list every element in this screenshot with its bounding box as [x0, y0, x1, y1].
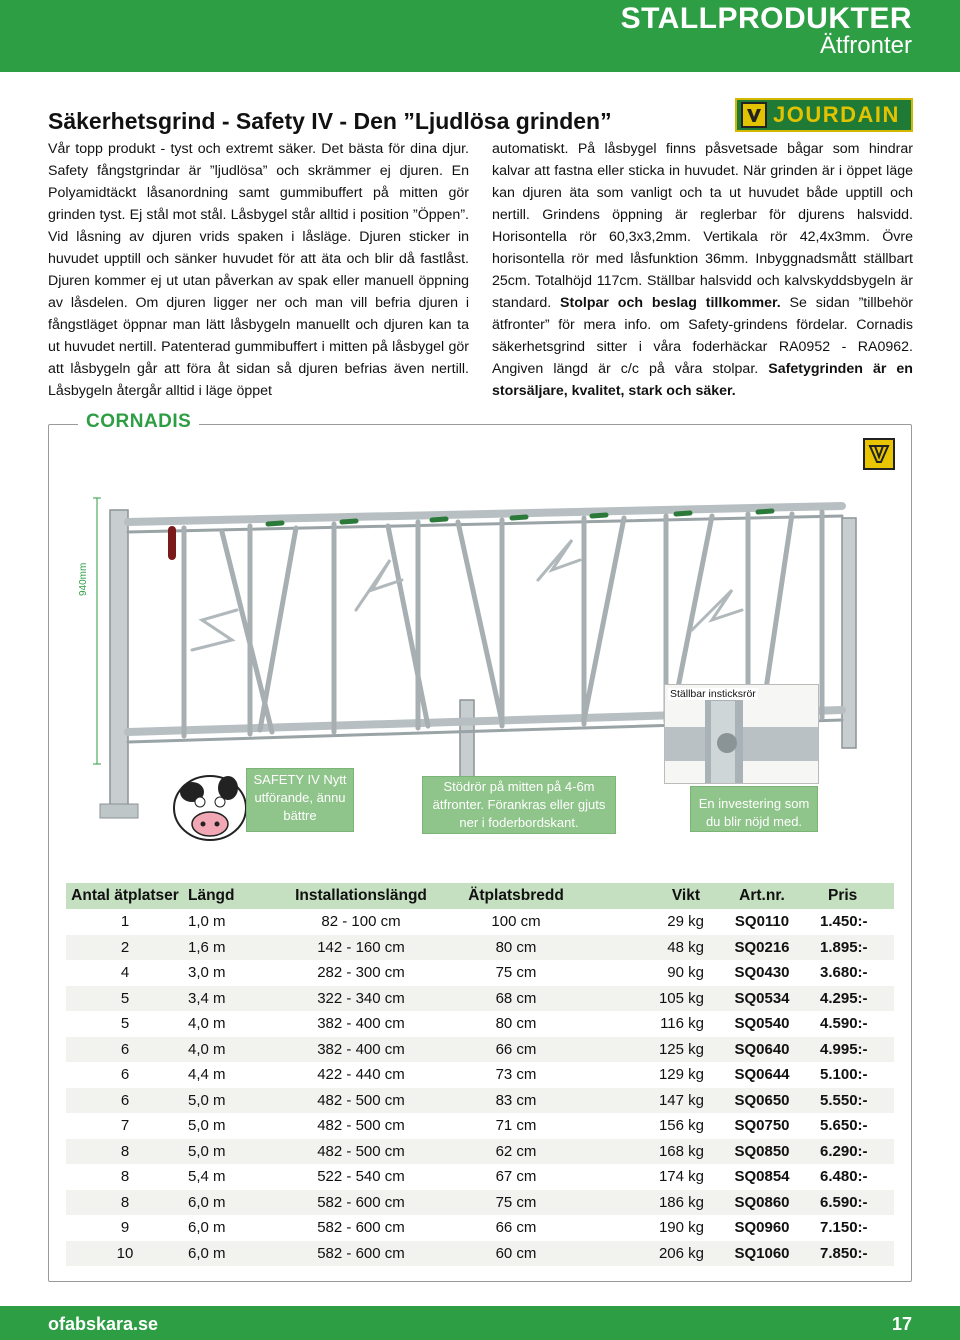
cell-installationslangd: 482 - 500 cm: [280, 1088, 442, 1114]
footer-site: ofabskara.se: [48, 1314, 159, 1334]
cell-vikt: 206 kg: [590, 1241, 714, 1267]
jourdain-badge-icon: [863, 438, 895, 470]
body-text-right: [492, 138, 913, 402]
header-vikt: Vikt: [590, 883, 714, 909]
header-pris: Pris: [810, 883, 894, 909]
table-row: [66, 960, 894, 986]
header-installationslangd: Installationslängd: [280, 883, 442, 909]
page-number: 17: [891, 1314, 912, 1334]
cell-installationslangd: 582 - 600 cm: [280, 1190, 442, 1216]
cell-antal: 8: [66, 1190, 184, 1216]
table-row: [66, 1088, 894, 1114]
cell-atplatsbredd: 75 cm: [442, 1190, 590, 1216]
price-table: [66, 883, 894, 1266]
cell-atplatsbredd: 100 cm: [491, 913, 541, 931]
cell-atplatsbredd: 68 cm: [442, 986, 590, 1012]
cell-antal: 1: [120, 913, 130, 931]
cell-antal: 6: [66, 1088, 184, 1114]
cell-antal: 4: [120, 964, 130, 982]
callout-support: Stödrör på mitten på 4-6m ätfronter. Förankras eller gjuts ner i foderbordskant.: [422, 776, 616, 834]
cell-vikt: 48 kg: [590, 935, 714, 961]
table-row: [66, 1215, 894, 1241]
cell-antal: 7: [120, 1117, 130, 1135]
cell-installationslangd: 582 - 600 cm: [317, 1219, 405, 1237]
cell-installationslangd: 82 - 100 cm: [321, 913, 401, 931]
section-label-cornadis: CORNADIS: [78, 411, 199, 433]
cell-pris: 5.100:-: [820, 1066, 868, 1084]
cell-antal: 6: [120, 1066, 130, 1084]
cell-installationslangd: 482 - 500 cm: [317, 1117, 405, 1135]
table-row: [66, 1062, 894, 1088]
cell-pris: 1.450:-: [820, 913, 868, 931]
body-bold-right-d: Safetygrinden är en storsäljare, kvalitet, stark och säker.: [492, 361, 913, 399]
table-row: [66, 986, 894, 1012]
cell-artnr: SQ0534: [714, 986, 810, 1012]
cell-pris: 6.590:-: [810, 1190, 894, 1216]
table-row: [66, 909, 894, 935]
cell-artnr: SQ0430: [734, 964, 790, 982]
cell-artnr: SQ0860: [714, 1190, 810, 1216]
cell-installationslangd: 482 - 500 cm: [280, 1139, 442, 1165]
cell-langd: 5,0 m: [188, 1117, 226, 1135]
table-header-row: [66, 883, 894, 909]
cell-langd: 5,0 m: [184, 1139, 280, 1165]
cell-artnr: SQ0750: [734, 1117, 790, 1135]
cell-atplatsbredd: 66 cm: [495, 1219, 537, 1237]
cell-langd: 4,4 m: [188, 1066, 226, 1084]
cell-antal: 10: [66, 1241, 184, 1267]
cell-pris: 6.480:-: [820, 1168, 868, 1186]
cell-vikt: 168 kg: [590, 1139, 714, 1165]
table-row: [66, 1241, 894, 1267]
body-paragraph-right-a: automatiskt. På låsbygel finns påsvetsade bågar som hindrar kalvar att fastna eller sticka in huvudet. När grinden är i öppet läge kan djuren äta som vanligt och ta ut huvudet både upptill och nertill. Grindens öppning är reglerbar för djurens halsvidd. Horisontella rör 60,3x3,2mm. Vertikala rör 42,4x3mm. Övre horisontella rör med låsfunktion 36mm. Inbyggnadsmått ställbart 25cm. Totalhöjd 117cm. Ställbar halsvidd och kalvskyddsbygeln är standard.: [492, 141, 913, 311]
cell-vikt: 129 kg: [658, 1066, 704, 1084]
cell-atplatsbredd: 83 cm: [442, 1088, 590, 1114]
cell-langd: 5,4 m: [188, 1168, 226, 1186]
cell-antal: 8: [120, 1168, 130, 1186]
cell-antal: 5: [120, 1015, 130, 1033]
cell-pris: 5.650:-: [820, 1117, 868, 1135]
cell-artnr: SQ1060: [714, 1241, 810, 1267]
cell-langd: 3,4 m: [184, 986, 280, 1012]
cell-vikt: 90 kg: [667, 964, 704, 982]
detail-label: Ställbar insticksrör: [670, 688, 756, 700]
cell-antal: 6: [66, 1037, 184, 1063]
cell-langd: 4,0 m: [184, 1037, 280, 1063]
table-row: [66, 1011, 894, 1037]
cell-atplatsbredd: 60 cm: [442, 1241, 590, 1267]
body-bold-right-b: Stolpar och beslag tillkommer.: [560, 295, 781, 311]
body-paragraph-right-c: Se sidan ”tillbehör ätfronter” för mera info. om Safety-grindens fördelar. Cornadis säkerhetsgrind sitter i våra foderhäckar RA0952 - RA0962. Angiven längd är c/c på våra stolpar.: [492, 295, 913, 377]
cell-installationslangd: 422 - 440 cm: [317, 1066, 405, 1084]
page-title: Säkerhetsgrind - Safety IV - Den ”Ljudlösa grinden”: [48, 108, 612, 134]
cell-pris: 4.295:-: [810, 986, 894, 1012]
cell-artnr: SQ0540: [734, 1015, 790, 1033]
cell-antal: 2: [66, 935, 184, 961]
header-antal: Antal ätplatser: [66, 883, 184, 909]
dimension-text: 940mm: [78, 562, 89, 596]
table-row: [66, 1190, 894, 1216]
cell-atplatsbredd: 66 cm: [442, 1037, 590, 1063]
header-title: STALLPRODUKTER: [620, 2, 912, 35]
cell-artnr: SQ0960: [734, 1219, 790, 1237]
cell-pris: 3.680:-: [820, 964, 868, 982]
cell-installationslangd: 142 - 160 cm: [280, 935, 442, 961]
cell-artnr: SQ0850: [714, 1139, 810, 1165]
cell-pris: 5.550:-: [810, 1088, 894, 1114]
logo-text: JOURDAIN: [773, 102, 900, 127]
cell-langd: 1,0 m: [188, 913, 226, 931]
cell-langd: 6,0 m: [184, 1190, 280, 1216]
table-row: [66, 935, 894, 961]
cell-vikt: 116 kg: [660, 1015, 704, 1033]
cell-pris: 4.995:-: [810, 1037, 894, 1063]
cell-vikt: 125 kg: [590, 1037, 714, 1063]
cell-langd: 6,0 m: [188, 1219, 226, 1237]
cell-langd: 5,0 m: [184, 1088, 280, 1114]
cell-antal: 5: [66, 986, 184, 1012]
callout-investment: En investering som du blir nöjd med.: [690, 786, 818, 832]
cell-atplatsbredd: 80 cm: [442, 935, 590, 961]
cell-pris: 6.290:-: [810, 1139, 894, 1165]
cell-installationslangd: 382 - 400 cm: [280, 1037, 442, 1063]
cell-pris: 4.590:-: [820, 1015, 868, 1033]
cell-artnr: SQ0854: [734, 1168, 790, 1186]
cell-langd: 6,0 m: [184, 1241, 280, 1267]
table-row: [66, 1037, 894, 1063]
cell-installationslangd: 382 - 400 cm: [317, 1015, 405, 1033]
table-row: [66, 1164, 894, 1190]
body-text-left: [48, 138, 469, 402]
cell-atplatsbredd: 75 cm: [495, 964, 537, 982]
cell-artnr: SQ0650: [714, 1088, 810, 1114]
body-paragraph-left: Vår topp produkt - tyst och extremt säker. Det bästa för dina djur. Safety fångstgrindar är ”ljudlösa” och skrämmer ej djuren. En Polyamidtäckt låsanordning samt gummibuffert på mitten gör grinden tyst. Ej stål mot stål. Låsbygel står alltid i position ”Öppen”. Vid låsning av djuren vrids spaken i låsläge. Djuren sticker in huvudet upptill och sänker huvudet för att äta och blir då fastlåst. Djuren kommer ej ut utan påverkan av spak eller manuell öppning av låsdelen. Om djuren ligger ner och man vill befria djuren i fångstläget öppnar man lätt låsbygeln manuellt och djuren kan ta ut huvudet nertill. Patenterad gummibuffert i mitten på låsbygel gör att låsbygeln går att föra åt sidan så djuren befrias även nertill. Låsbygeln återgår alltid i läge öppet: [48, 141, 469, 399]
cell-vikt: 174 kg: [658, 1168, 704, 1186]
header-atplatsbredd: Ätplatsbredd: [442, 883, 590, 909]
cell-vikt: 29 kg: [667, 913, 704, 931]
jourdain-logo: [735, 98, 913, 132]
table-body: [66, 909, 894, 1266]
header-subtitle: Ätfronter: [819, 32, 912, 59]
cell-installationslangd: 582 - 600 cm: [280, 1241, 442, 1267]
cell-vikt: 156 kg: [658, 1117, 704, 1135]
cell-pris: 1.895:-: [810, 935, 894, 961]
cell-langd: 3,0 m: [188, 964, 226, 982]
cell-pris: 7.150:-: [820, 1219, 868, 1237]
table-row: [66, 1113, 894, 1139]
cell-artnr: SQ0644: [734, 1066, 790, 1084]
cell-antal: 8: [66, 1139, 184, 1165]
cell-atplatsbredd: 80 cm: [495, 1015, 537, 1033]
logo-mark-icon: [741, 102, 767, 128]
header-artnr: Art.nr.: [714, 883, 810, 909]
cell-vikt: 147 kg: [590, 1088, 714, 1114]
cell-installationslangd: 282 - 300 cm: [317, 964, 405, 982]
dimension-line: [92, 496, 102, 766]
cell-vikt: 186 kg: [590, 1190, 714, 1216]
cell-atplatsbredd: 67 cm: [495, 1168, 537, 1186]
header-langd: Längd: [184, 883, 280, 909]
cell-installationslangd: 322 - 340 cm: [280, 986, 442, 1012]
cell-installationslangd: 522 - 540 cm: [317, 1168, 405, 1186]
cell-atplatsbredd: 73 cm: [495, 1066, 537, 1084]
cell-atplatsbredd: 62 cm: [442, 1139, 590, 1165]
cell-pris: 7.850:-: [810, 1241, 894, 1267]
cell-artnr: SQ0110: [734, 913, 790, 931]
callout-safety-iv: SAFETY IV Nytt utförande, ännu bättre: [246, 768, 354, 832]
dimension-label: [78, 563, 89, 596]
cell-antal: 9: [120, 1219, 130, 1237]
cow-mascot-icon: [158, 758, 258, 848]
table-row: [66, 1139, 894, 1165]
cell-vikt: 105 kg: [590, 986, 714, 1012]
cell-artnr: SQ0216: [714, 935, 810, 961]
cell-langd: 1,6 m: [184, 935, 280, 961]
cell-vikt: 190 kg: [658, 1219, 704, 1237]
cell-artnr: SQ0640: [714, 1037, 810, 1063]
cell-langd: 4,0 m: [188, 1015, 226, 1033]
cell-atplatsbredd: 71 cm: [495, 1117, 537, 1135]
